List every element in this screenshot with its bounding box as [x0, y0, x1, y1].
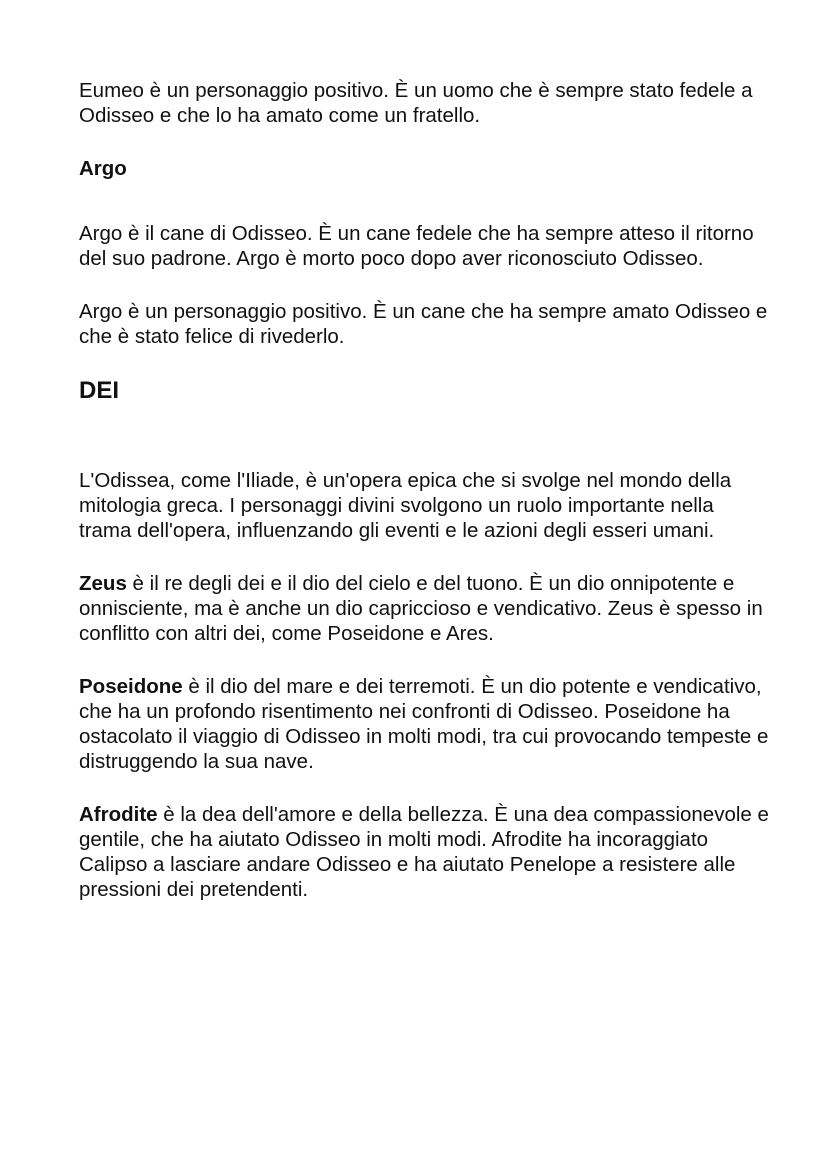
document-page [79, 78, 769, 930]
paragraph-eumeo: Eumeo è un personaggio positivo. È un uomo che è sempre stato fedele a Odisseo e che lo ha amato come un fratello. [79, 79, 753, 127]
poseidone-text: è il dio del mare e dei terremoti. È un dio potente e vendicativo, che ha un profondo risentimento nei confronti di Odisseo. Poseidone ha ostacolato il viaggio di Odisseo in molti modi, tra cui provocando tempeste e distruggendo la sua nave. [79, 675, 769, 773]
poseidone-name: Poseidone [79, 675, 183, 698]
paragraph-zeus [79, 571, 769, 646]
heading-argo: Argo [79, 157, 127, 180]
paragraph-poseidone [79, 674, 769, 774]
afrodite-text: è la dea dell'amore e della bellezza. È una dea compassionevole e gentile, che ha aiutato Odisseo in molti modi. Afrodite ha incoraggiato Calipso a lasciare andare Odisseo e ha aiutato Penelope a resistere alle pressioni dei pretendenti. [79, 803, 769, 901]
zeus-name: Zeus [79, 572, 127, 595]
paragraph-afrodite [79, 802, 769, 902]
paragraph-argo-character: Argo è un personaggio positivo. È un cane che ha sempre amato Odisseo e che è stato felice di rivederlo. [79, 300, 768, 348]
paragraph-argo-description: Argo è il cane di Odisseo. È un cane fedele che ha sempre atteso il ritorno del suo padrone. Argo è morto poco dopo aver riconosciuto Odisseo. [79, 222, 754, 270]
paragraph-dei-intro: L'Odissea, come l'Iliade, è un'opera epica che si svolge nel mondo della mitologia greca. I personaggi divini svolgono un ruolo importante nella trama dell'opera, influenzando gli eventi e le azioni degli esseri umani. [79, 469, 732, 542]
afrodite-name: Afrodite [79, 803, 158, 826]
heading-dei: DEI [79, 377, 120, 404]
zeus-text: è il re degli dei e il dio del cielo e del tuono. È un dio onnipotente e onnisciente, ma è anche un dio capriccioso e vendicativo. Zeus è spesso in conflitto con altri dei, come Poseidone e Ares. [79, 572, 763, 645]
